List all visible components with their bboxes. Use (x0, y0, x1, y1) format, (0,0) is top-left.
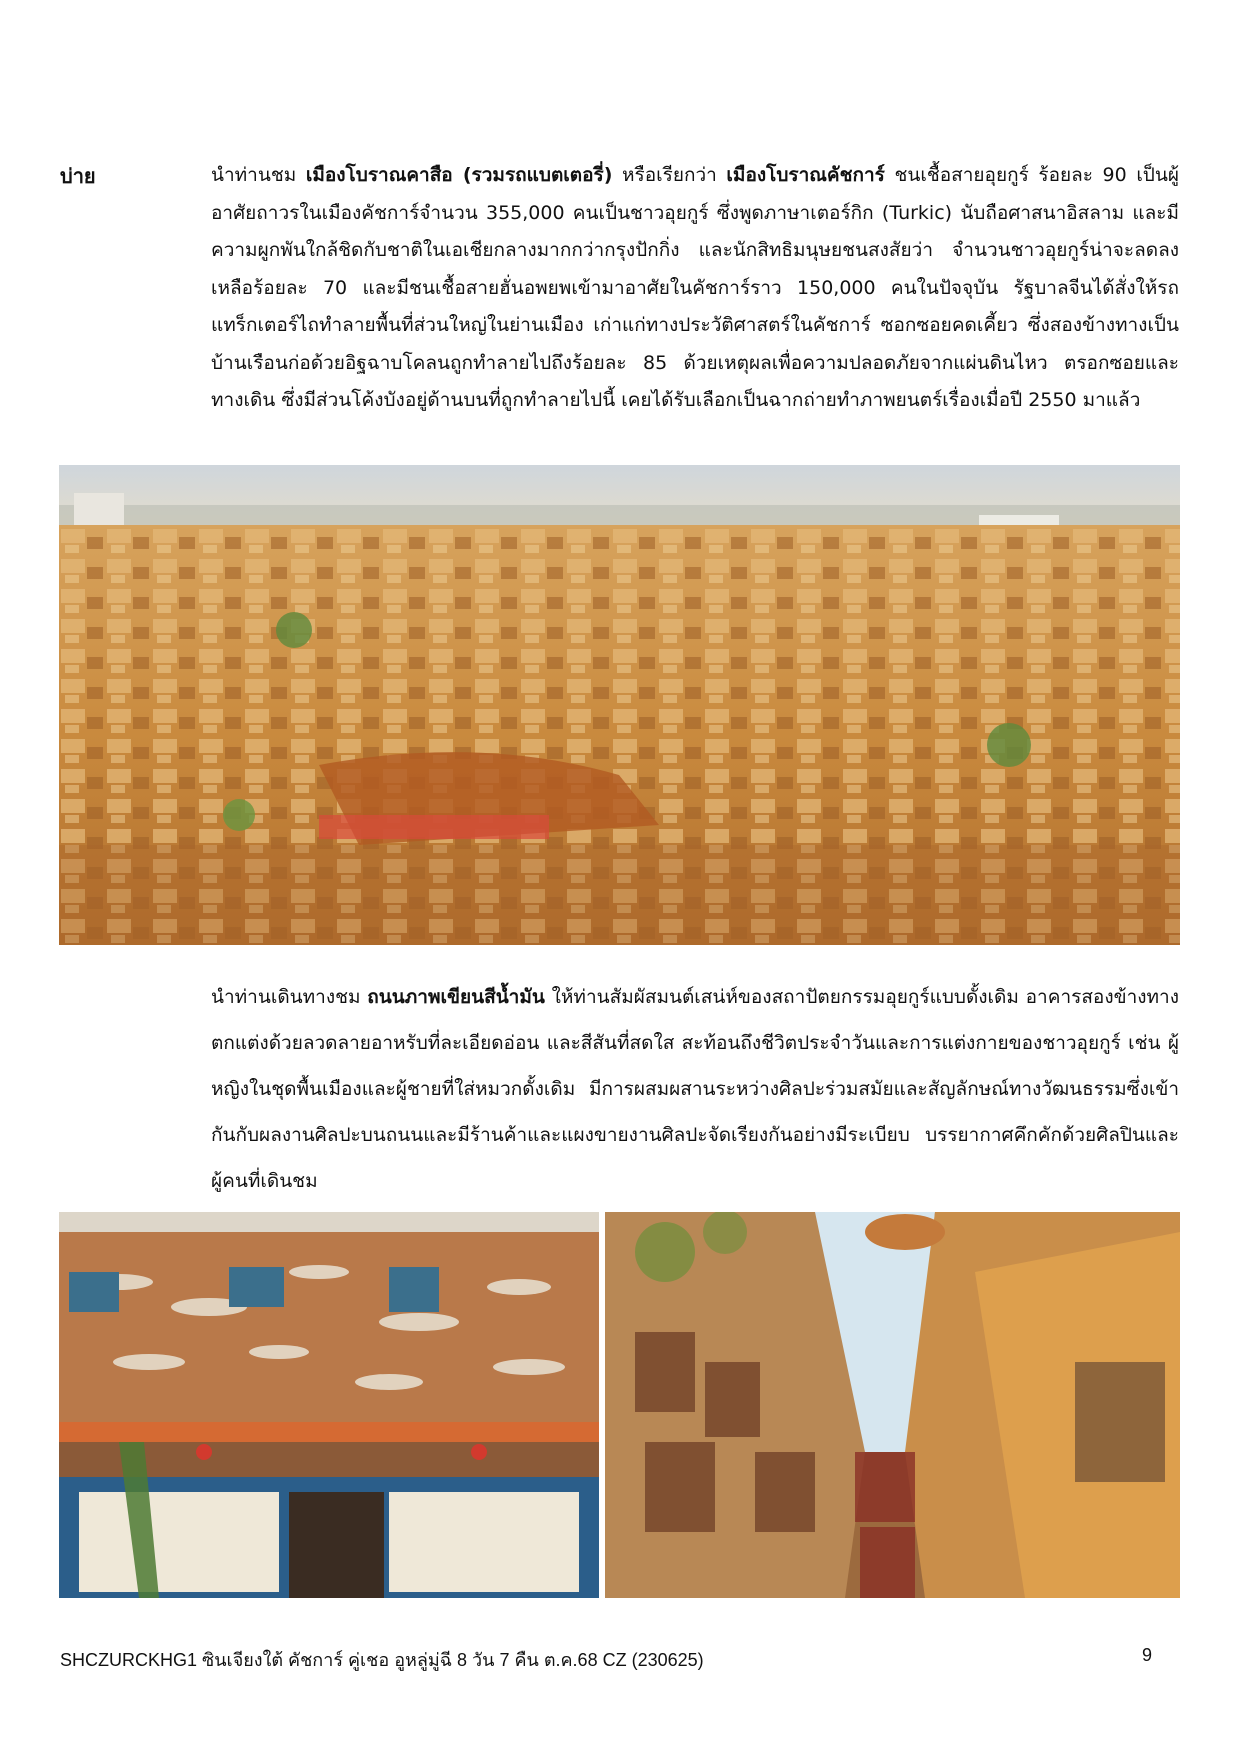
kashgar-old-city-photo (59, 465, 1180, 945)
p1-bold-kashi-old-city: เมืองโบราณคาสือ (รวมรถแบตเตอรี่) (305, 164, 613, 186)
paragraph-kashgar-old-city (211, 157, 1179, 420)
p2-lead: นำท่านเดินทางชม (211, 986, 368, 1008)
p1-rest: ชนเชื้อสายอุยกูร์ ร้อยละ 90 เป็นผู้อาศัยถาวรในเมืองคัชการ์จำนวน 355,000 คนเป็นชาวอุยกูร์ ซึ่งพูดภาษาเตอร์กิก (Turkic) นับถือศาสนาอิสลาม และมีความผูกพันใกล้ชิดกับชาติในเอเชียกลางมากกว่ากรุงปักกิ่ง และนักสิทธิมนุษยชนสงสัยว่า จำนวนชาวอุยกูร์น่าจะลดลงเหลือร้อยละ 70 และมีชนเชื้อสายฮั่นอพยพเข้ามาอาศัยในคัชการ์ราว 150,000 คนในปัจจุบัน รัฐบาลจีนได้สั่งให้รถแทร็กเตอร์ไถทำลายพื้นที่ส่วนใหญ่ในย่านเมือง เก่าแก่ทางประวัติศาสตร์ในคัชการ์ ซอกซอยคดเคี้ยว ซึ่งสองข้างทางเป็นบ้านเรือนก่อด้วยอิฐฉาบโคลนถูกทำลายไปถึงร้อยละ 85 ด้วยเหตุผลเพื่อความปลอดภัยจากแผ่นดินไหว ตรอกซอยและทางเดิน ซึ่งมีส่วนโค้งบังอยู่ด้านบนที่ถูกทำลายไปนี้ เคยได้รับเลือกเป็นฉากถ่ายทำภาพยนตร์เรื่องเมื่อปี 2550 มาแล้ว (211, 164, 1179, 411)
footer-tour-code: SHCZURCKHG1 ซินเจียงใต้ คัชการ์ คู่เชอ อูหลู่มู่ฉี 8 วัน 7 คืน ต.ค.68 CZ (230625) (60, 1650, 704, 1670)
p1-mid: หรือเรียกว่า (612, 164, 727, 186)
paragraph-oil-painting-street (211, 974, 1179, 1204)
p1-bold-kashgar-old-city: เมืองโบราณคัชการ์ (726, 164, 885, 186)
p2-bold-oil-painting-street: ถนนภาพเขียนสีน้ำมัน (367, 986, 545, 1008)
p1-lead: นำท่านชม (211, 164, 306, 186)
p2-rest: ให้ท่านสัมผัสมนต์เสน่ห์ของสถาปัตยกรรมอุยกูร์แบบดั้งเดิม อาคารสองข้างทางตกแต่งด้วยลวดลายอาหรับที่ละเอียดอ่อน และสีสันที่สดใส สะท้อนถึงชีวิตประจำวันและการแต่งกายของชาวอุยกูร์ เช่น ผู้หญิงในชุดพื้นเมืองและผู้ชายที่ใส่หมวกดั้งเดิม มีการผสมผสานระหว่างศิลปะร่วมสมัยและสัญลักษณ์ทางวัฒนธรรมซึ่งเข้ากันกับผลงานศิลปะบนถนนและมีร้านค้าและแผงขายงานศิลปะจัดเรียงกันอย่างมีระเบียบ บรรยากาศคึกคักด้วยศิลปินและผู้คนที่เดินชม (211, 986, 1180, 1192)
section-label-afternoon: บ่าย (60, 164, 96, 188)
carpet-alley-photo (605, 1212, 1180, 1598)
painted-wall-photo (59, 1212, 599, 1598)
page-number: 9 (1141, 1645, 1152, 1665)
